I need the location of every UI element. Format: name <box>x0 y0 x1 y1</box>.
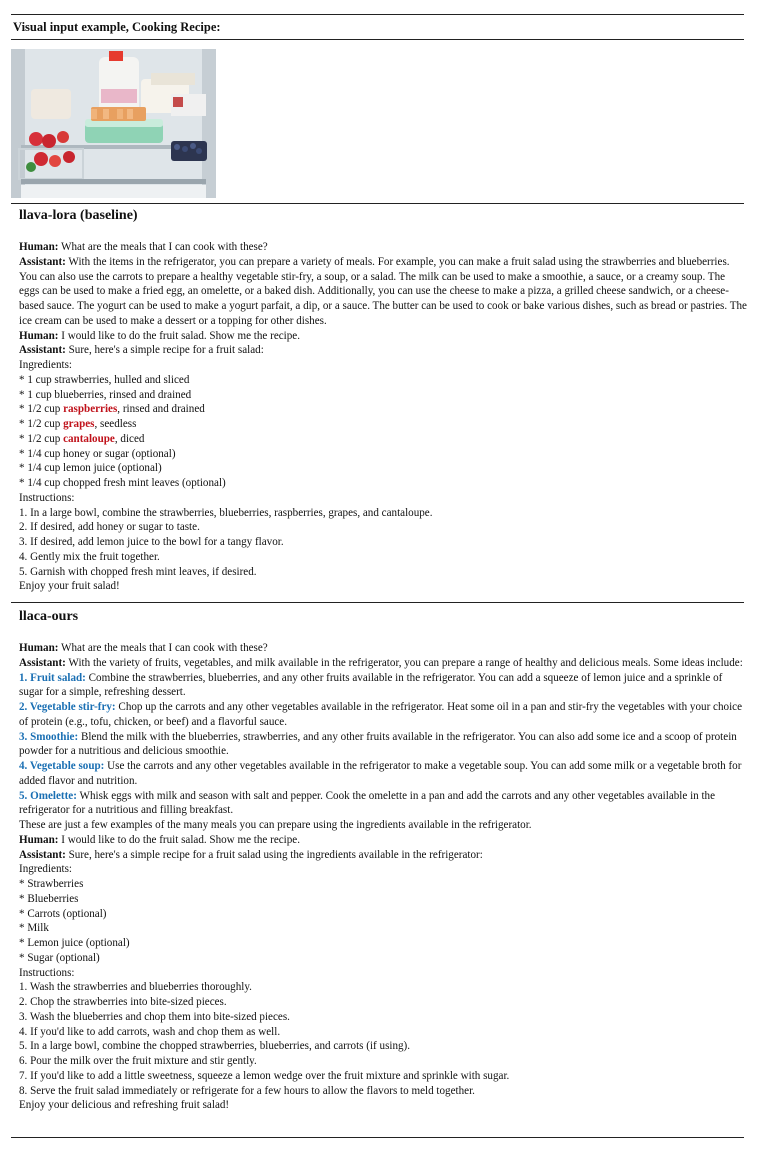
meal-idea-text: Whisk eggs with milk and season with salt and pepper. Cook the omelette in a pan and add the carrots and any other vegetables available in the refrigerator for a nutritious and filling breakfast. <box>19 789 716 817</box>
ours-rule <box>11 602 744 603</box>
baseline-rule <box>11 203 744 204</box>
meal-idea <box>19 759 747 789</box>
meal-idea <box>19 700 747 730</box>
meal-idea <box>19 789 747 819</box>
utterance: I would like to do the fruit salad. Show me the recipe. <box>58 833 300 846</box>
instruction-step: 6. Pour the milk over the fruit mixture and stir gently. <box>19 1055 257 1067</box>
instruction-step: 3. If desired, add lemon juice to the bowl for a tangy flavor. <box>19 536 284 548</box>
hallucinated-ingredient: cantaloupe <box>63 432 115 445</box>
ingredient-suffix: , seedless <box>94 418 137 430</box>
instruction-step: 4. If you'd like to add carrots, wash and chop them as well. <box>19 1025 281 1038</box>
ours-title: llaca-ours <box>19 609 79 624</box>
meal-idea-text: Blend the milk with the blueberries, strawberries, and any other fruits available in the refrigerator. You can also add some ice and a scoop of protein powder for a nutritious and delicious smoothie. <box>19 730 737 758</box>
meal-idea-label: 5. Omelette: <box>19 789 77 802</box>
speaker-label: Human: <box>19 241 59 253</box>
closing-line: Enjoy your delicious and refreshing fruit salad! <box>19 1099 230 1112</box>
ingredient-item <box>19 402 747 417</box>
baseline-assistant-turn-1 <box>19 255 747 329</box>
instruction-step: 5. In a large bowl, combine the chopped strawberries, blueberries, and carrots (if using). <box>19 1040 411 1053</box>
hallucinated-ingredient: grapes <box>63 418 95 430</box>
speaker-label: Assistant: <box>19 848 66 861</box>
ingredient-item: * Lemon juice (optional) <box>19 937 130 949</box>
ingredient-prefix: * 1/2 cup <box>19 432 64 445</box>
utterance: Sure, here's a simple recipe for a fruit salad using the ingredients available in the refrigerator: <box>65 848 483 861</box>
ingredient-prefix: * 1/2 cup <box>19 418 64 430</box>
ingredient-item: * 1/4 cup honey or sugar (optional) <box>19 447 176 460</box>
ingredient-item: * 1 cup strawberries, hulled and sliced <box>19 373 190 386</box>
baseline-human-turn-1 <box>19 240 747 255</box>
meal-idea-label: 3. Smoothie: <box>19 730 79 743</box>
meal-idea-label: 4. Vegetable soup: <box>19 760 105 772</box>
baseline-human-turn-2 <box>19 329 747 344</box>
instruction-step: 4. Gently mix the fruit together. <box>19 550 160 563</box>
baseline-title: llava-lora (baseline) <box>19 208 138 223</box>
instruction-step: 2. If desired, add honey or sugar to taste. <box>19 521 200 534</box>
meal-idea-text: Combine the strawberries, blueberries, and any other fruits available in the refrigerator. You can add a squeeze of lemon juice and a sprinkle of sugar for a simple, refreshing dessert. <box>19 671 723 699</box>
instruction-step: 3. Wash the blueberries and chop them into bite-sized pieces. <box>19 1010 290 1023</box>
baseline-dialogue <box>19 240 747 594</box>
instruction-step: 5. Garnish with chopped fresh mint leaves, if desired. <box>19 565 257 578</box>
ingredient-item: * 1/4 cup chopped fresh mint leaves (optional) <box>19 477 226 489</box>
meal-idea <box>19 730 747 760</box>
utterance: With the items in the refrigerator, you can prepare a variety of meals. For example, you can make a fruit salad using the strawberries and blueberries. You can also use the carrots to prepare a healthy vegetable stir-fry, a soup, or a salad. The milk can be used to make a smoothie, a sauce, or a creamy soup. The eggs can be used to make a fried egg, an omelette, or a baked dish. Additionally, you can use the cheese to make a pizza, a grilled cheese sandwich, or a cheese-based sauce. The yogurt can be used to make a yogurt parfait, a dip, or a sauce. The butter can be used to cook or bake various dishes, such as bread or pastries. The ice cream can be used to make a dessert or a topping for other dishes. <box>19 255 747 327</box>
instruction-step: 2. Chop the strawberries into bite-sized pieces. <box>19 996 227 1008</box>
ingredient-item: * 1/4 cup lemon juice (optional) <box>19 462 162 475</box>
ingredient-item <box>19 417 747 432</box>
ours-dialogue <box>19 641 747 1113</box>
speaker-label: Assistant: <box>19 344 66 357</box>
ours-human-turn-1 <box>19 641 747 656</box>
summary-line: These are just a few examples of the many meals you can prepare using the ingredients available in the refrigerator. <box>19 819 532 831</box>
closing-line: Enjoy your fruit salad! <box>19 580 120 593</box>
speaker-label: Human: <box>19 833 59 846</box>
figure-caption: Visual input example, Cooking Recipe: <box>13 20 221 34</box>
bottom-rule <box>11 1137 744 1138</box>
ours-assistant-turn-2 <box>19 848 747 863</box>
speaker-label: Assistant: <box>19 255 66 268</box>
ingredients-heading: Ingredients: <box>19 359 72 371</box>
ingredient-suffix: , diced <box>114 432 145 445</box>
speaker-label: Human: <box>19 329 59 342</box>
ingredients-heading: Ingredients: <box>19 863 72 876</box>
ingredient-prefix: * 1/2 cup <box>19 403 64 416</box>
ours-assistant-turn-1 <box>19 656 747 671</box>
baseline-assistant-turn-2 <box>19 343 747 358</box>
top-rule <box>11 14 744 15</box>
speaker-label: Assistant: <box>19 656 66 669</box>
meal-idea <box>19 671 747 701</box>
instructions-heading: Instructions: <box>19 491 75 504</box>
ingredient-item: * Carrots (optional) <box>19 907 107 920</box>
utterance: Sure, here's a simple recipe for a fruit salad: <box>65 344 264 357</box>
utterance: What are the meals that I can cook with these? <box>58 241 268 253</box>
meal-idea-label: 2. Vegetable stir-fry: <box>19 701 116 713</box>
ours-human-turn-2 <box>19 833 747 848</box>
ingredient-item: * Sugar (optional) <box>19 951 100 964</box>
meal-idea-label: 1. Fruit salad: <box>19 671 86 684</box>
ingredient-item <box>19 432 747 447</box>
speaker-label: Human: <box>19 642 59 654</box>
ingredient-item: * Strawberries <box>19 878 84 890</box>
refrigerator-illustration <box>11 49 216 198</box>
instruction-step: 1. In a large bowl, combine the strawberries, blueberries, raspberries, grapes, and cantaloupe. <box>19 506 433 519</box>
instructions-heading: Instructions: <box>19 966 75 979</box>
instruction-step: 8. Serve the fruit salad immediately or refrigerate for a few hours to allow the flavors to meld together. <box>19 1084 475 1097</box>
utterance: What are the meals that I can cook with these? <box>58 642 268 654</box>
ingredient-suffix: , rinsed and drained <box>117 403 205 416</box>
instruction-step: 1. Wash the strawberries and blueberries thoroughly. <box>19 981 252 994</box>
utterance: With the variety of fruits, vegetables, and milk available in the refrigerator, you can prepare a range of healthy and delicious meals. Some ideas include: <box>65 656 743 669</box>
meal-idea-text: Use the carrots and any other vegetables available in the refrigerator to make a vegetable soup. You can add some milk or a vegetable broth for added flavor and nutrition. <box>19 760 742 787</box>
instruction-step: 7. If you'd like to add a little sweetness, squeeze a lemon wedge over the fruit mixture and sprinkle with sugar. <box>19 1069 510 1082</box>
ingredient-item: * Milk <box>19 922 49 935</box>
refrigerator-photo <box>11 49 216 198</box>
meal-idea-text: Chop up the carrots and any other vegetables available in the refrigerator. Heat some oil in a pan and stir-fry the vegetables with your choice of protein (e.g., tofu, chicken, or beef) and a flavorful sauce. <box>19 701 742 728</box>
utterance: I would like to do the fruit salad. Show me the recipe. <box>58 329 300 342</box>
ingredient-item: * Blueberries <box>19 892 79 905</box>
hallucinated-ingredient: raspberries <box>63 403 118 416</box>
ingredient-item: * 1 cup blueberries, rinsed and drained <box>19 388 192 401</box>
caption-rule <box>11 39 744 40</box>
